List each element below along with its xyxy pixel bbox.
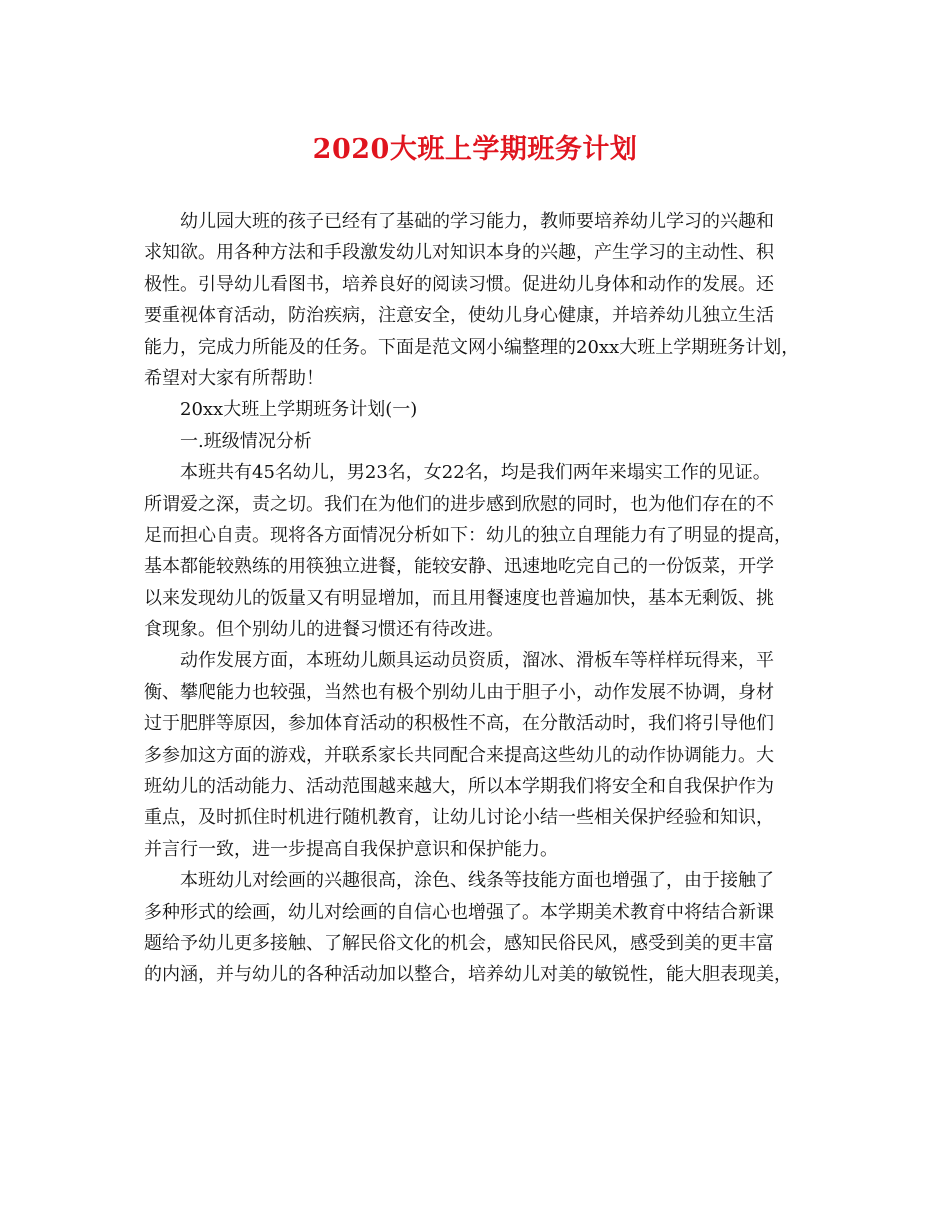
body-line: 基本都能较熟练的用筷独立进餐，能较安静、迅速地吃完自己的一份饭菜，开学: [144, 556, 774, 578]
document-title: 2020大班上学期班务计划: [312, 134, 638, 165]
body-line: 的内涵，并与幼儿的各种活动加以整合，培养幼儿对美的敏锐性，能大胆表现美，: [144, 964, 792, 986]
body-line: 多种形式的绘画，幼儿对绘画的自信心也增强了。本学期美术教育中将结合新课: [144, 901, 774, 923]
body-line: 以来发现幼儿的饭量又有明显增加，而且用餐速度也普遍加快，基本无剩饭、挑: [144, 587, 774, 609]
body-line: 一.班级情况分析: [180, 430, 312, 452]
document-body: [144, 206, 814, 991]
body-line: 要重视体育活动，防治疾病，注意安全，使幼儿身心健康，并培养幼儿独立生活: [144, 305, 774, 327]
body-line: 希望对大家有所帮助！: [144, 367, 324, 389]
body-line: 本班幼儿对绘画的兴趣很高，涂色、线条等技能方面也增强了，由于接触了: [180, 870, 774, 892]
body-line: 衡、攀爬能力也较强，当然也有极个别幼儿由于胆子小，动作发展不协调，身材: [144, 681, 774, 703]
body-line: 动作发展方面，本班幼儿颇具运动员资质，溜冰、滑板车等样样玩得来，平: [180, 650, 774, 672]
body-line: 所谓爱之深，责之切。我们在为他们的进步感到欣慰的同时，也为他们存在的不: [144, 493, 774, 515]
body-line: 本班共有45名幼儿，男23名，女22名，均是我们两年来塌实工作的见证。: [180, 462, 771, 484]
body-line: 并言行一致，进一步提高自我保护意识和保护能力。: [144, 838, 558, 860]
body-line: 求知欲。用各种方法和手段激发幼儿对知识本身的兴趣，产生学习的主动性、积: [144, 242, 774, 264]
body-line: 重点，及时抓住时机进行随机教育，让幼儿讨论小结一些相关保护经验和知识，: [144, 807, 774, 829]
body-line: 食现象。但个别幼儿的进餐习惯还有待改进。: [144, 619, 504, 641]
body-line: 极性。引导幼儿看图书，培养良好的阅读习惯。促进幼儿身体和动作的发展。还: [144, 273, 774, 295]
body-line: 题给予幼儿更多接触、了解民俗文化的机会，感知民俗民风，感受到美的更丰富: [144, 932, 774, 954]
body-line: 足而担心自责。现将各方面情况分析如下：幼儿的独立自理能力有了明显的提高，: [144, 524, 792, 546]
body-line: 20xx大班上学期班务计划(一): [180, 399, 418, 421]
body-line: 多参加这方面的游戏，并联系家长共同配合来提高这些幼儿的动作协调能力。大: [144, 744, 774, 766]
body-line: 过于肥胖等原因，参加体育活动的积极性不高，在分散活动时，我们将引导他们: [144, 713, 774, 735]
body-line: 能力，完成力所能及的任务。下面是范文网小编整理的20xx大班上学期班务计划，: [144, 336, 800, 358]
body-line: 幼儿园大班的孩子已经有了基础的学习能力，教师要培养幼儿学习的兴趣和: [180, 211, 774, 232]
body-line: 班幼儿的活动能力、活动范围越来越大，所以本学期我们将安全和自我保护作为: [144, 776, 774, 798]
